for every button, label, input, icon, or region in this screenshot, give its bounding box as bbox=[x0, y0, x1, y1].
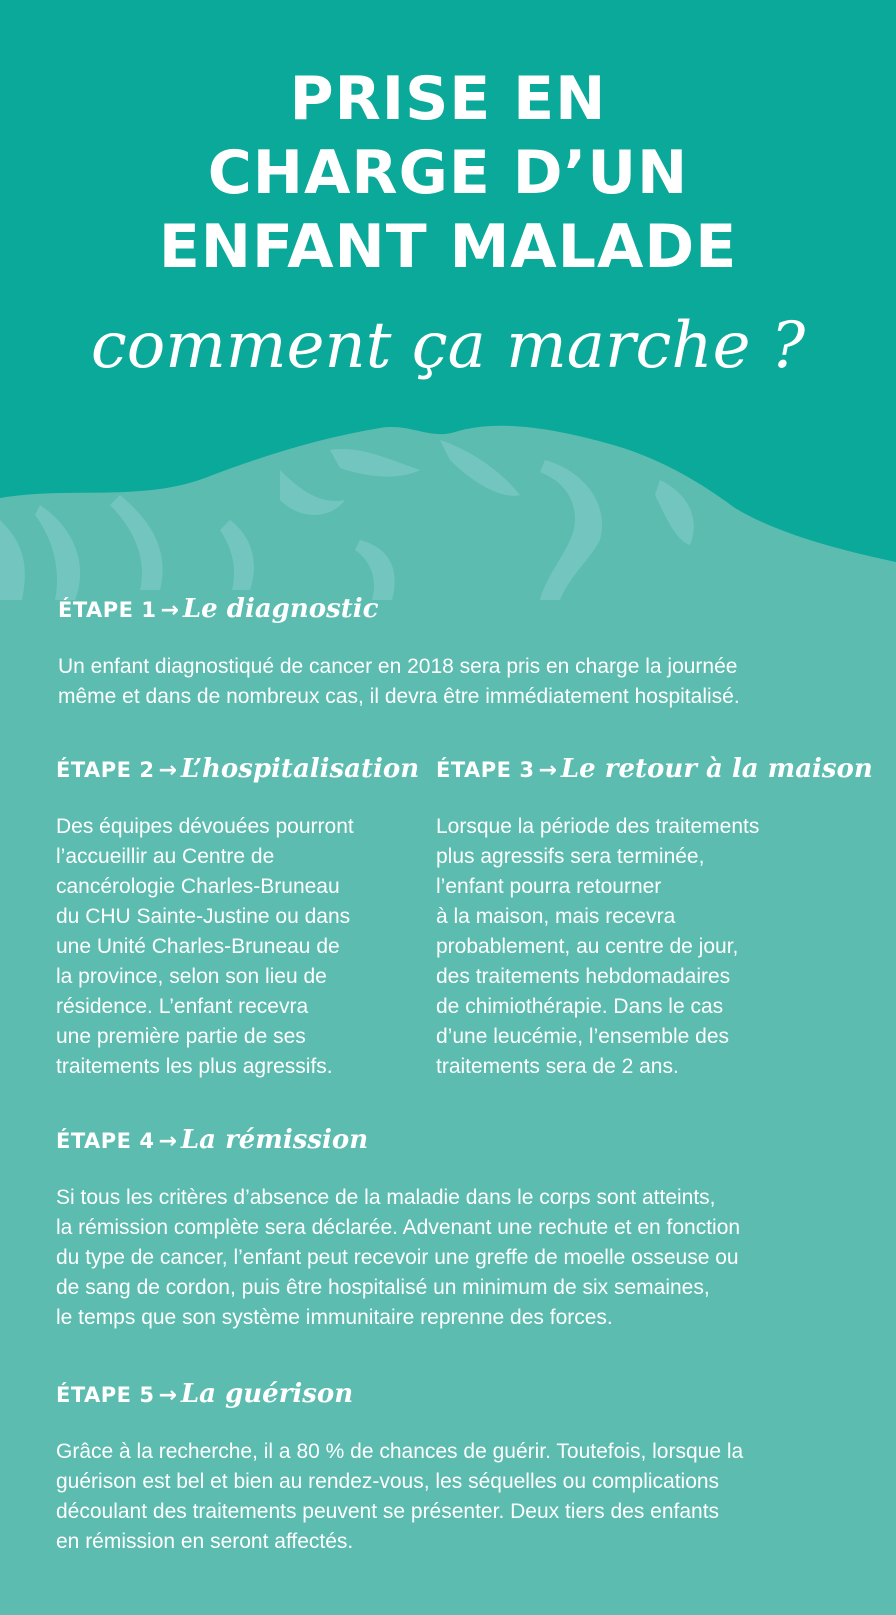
arrow-icon: → bbox=[158, 758, 177, 783]
page-subtitle: comment ça marche ? bbox=[90, 309, 806, 383]
step-5 bbox=[56, 1379, 876, 1557]
step-heading bbox=[56, 754, 420, 786]
title-line: ENFANT MALADE bbox=[158, 212, 738, 282]
step-2 bbox=[56, 754, 420, 1082]
title-line: PRISE EN bbox=[289, 64, 607, 134]
body-line: traitements sera de 2 ans. bbox=[436, 1055, 679, 1078]
page-title bbox=[0, 62, 896, 284]
body-line: en rémission en seront affectés. bbox=[56, 1530, 354, 1553]
body-line: probablement, au centre de jour, bbox=[436, 935, 739, 958]
body-line: la province, selon son lieu de bbox=[56, 965, 327, 988]
step-number: ÉTAPE 4 bbox=[56, 1129, 155, 1153]
header-banner bbox=[0, 0, 896, 600]
step-heading bbox=[56, 1379, 876, 1411]
body-line: des traitements hebdomadaires bbox=[436, 965, 731, 988]
body-line: Lorsque la période des traitements bbox=[436, 815, 760, 838]
body-line: l’enfant pourra retourner bbox=[436, 875, 662, 898]
body-line: traitements les plus agressifs. bbox=[56, 1055, 333, 1078]
step-heading bbox=[58, 594, 858, 626]
arrow-icon: → bbox=[538, 758, 557, 783]
body-line: l’accueillir au Centre de bbox=[56, 845, 275, 868]
body-line: Un enfant diagnostiqué de cancer en 2018 sera pris en charge la journée bbox=[58, 655, 738, 678]
step-number: ÉTAPE 2 bbox=[56, 758, 155, 782]
step-1 bbox=[58, 594, 858, 712]
body-line: la rémission complète sera déclarée. Advenant une rechute et en fonction bbox=[56, 1216, 741, 1239]
body-line: du CHU Sainte-Justine ou dans bbox=[56, 905, 351, 928]
step-3 bbox=[436, 754, 876, 1082]
arrow-icon: → bbox=[160, 598, 179, 623]
body-line: plus agressifs sera terminée, bbox=[436, 845, 705, 868]
step-number: ÉTAPE 5 bbox=[56, 1383, 155, 1407]
body-line: de chimiothérapie. Dans le cas bbox=[436, 995, 724, 1018]
step-name: La rémission bbox=[180, 1125, 369, 1155]
step-body bbox=[56, 812, 416, 1082]
body-line: une première partie de ses bbox=[56, 1025, 306, 1048]
body-line: une Unité Charles-Bruneau de bbox=[56, 935, 340, 958]
step-name: Le diagnostic bbox=[182, 594, 379, 624]
body-line: Si tous les critères d’absence de la maladie dans le corps sont atteints, bbox=[56, 1186, 716, 1209]
body-line: découlant des traitements peuvent se présenter. Deux tiers des enfants bbox=[56, 1500, 720, 1523]
step-heading bbox=[56, 1125, 876, 1157]
body-line: Grâce à la recherche, il a 80 % de chances de guérir. Toutefois, lorsque la bbox=[56, 1440, 744, 1463]
body-line: de sang de cordon, puis être hospitalisé un minimum de six semaines, bbox=[56, 1276, 710, 1299]
step-heading bbox=[436, 754, 876, 786]
step-name: L’hospitalisation bbox=[180, 754, 420, 784]
step-body bbox=[58, 652, 858, 712]
title-line: CHARGE D’UN bbox=[207, 138, 689, 208]
step-number: ÉTAPE 1 bbox=[58, 598, 157, 622]
body-line: cancérologie Charles-Bruneau bbox=[56, 875, 340, 898]
body-line: même et dans de nombreux cas, il devra être immédiatement hospitalisé. bbox=[58, 685, 740, 708]
step-number: ÉTAPE 3 bbox=[436, 758, 535, 782]
arrow-icon: → bbox=[158, 1129, 177, 1154]
body-line: Des équipes dévouées pourront bbox=[56, 815, 354, 838]
body-line: le temps que son système immunitaire reprenne des forces. bbox=[56, 1306, 613, 1329]
step-4 bbox=[56, 1125, 876, 1333]
body-line: guérison est bel et bien au rendez-vous, les séquelles ou complications bbox=[56, 1470, 720, 1493]
body-line: résidence. L’enfant recevra bbox=[56, 995, 309, 1018]
step-body bbox=[436, 812, 876, 1082]
step-body bbox=[56, 1183, 876, 1333]
body-line: à la maison, mais recevra bbox=[436, 905, 676, 928]
body-line: d’une leucémie, l’ensemble des bbox=[436, 1025, 730, 1048]
arrow-icon: → bbox=[158, 1383, 177, 1408]
body-line: du type de cancer, l’enfant peut recevoir une greffe de moelle osseuse ou bbox=[56, 1246, 739, 1269]
step-body bbox=[56, 1437, 876, 1557]
step-name: La guérison bbox=[180, 1379, 354, 1409]
step-name: Le retour à la maison bbox=[560, 754, 873, 784]
